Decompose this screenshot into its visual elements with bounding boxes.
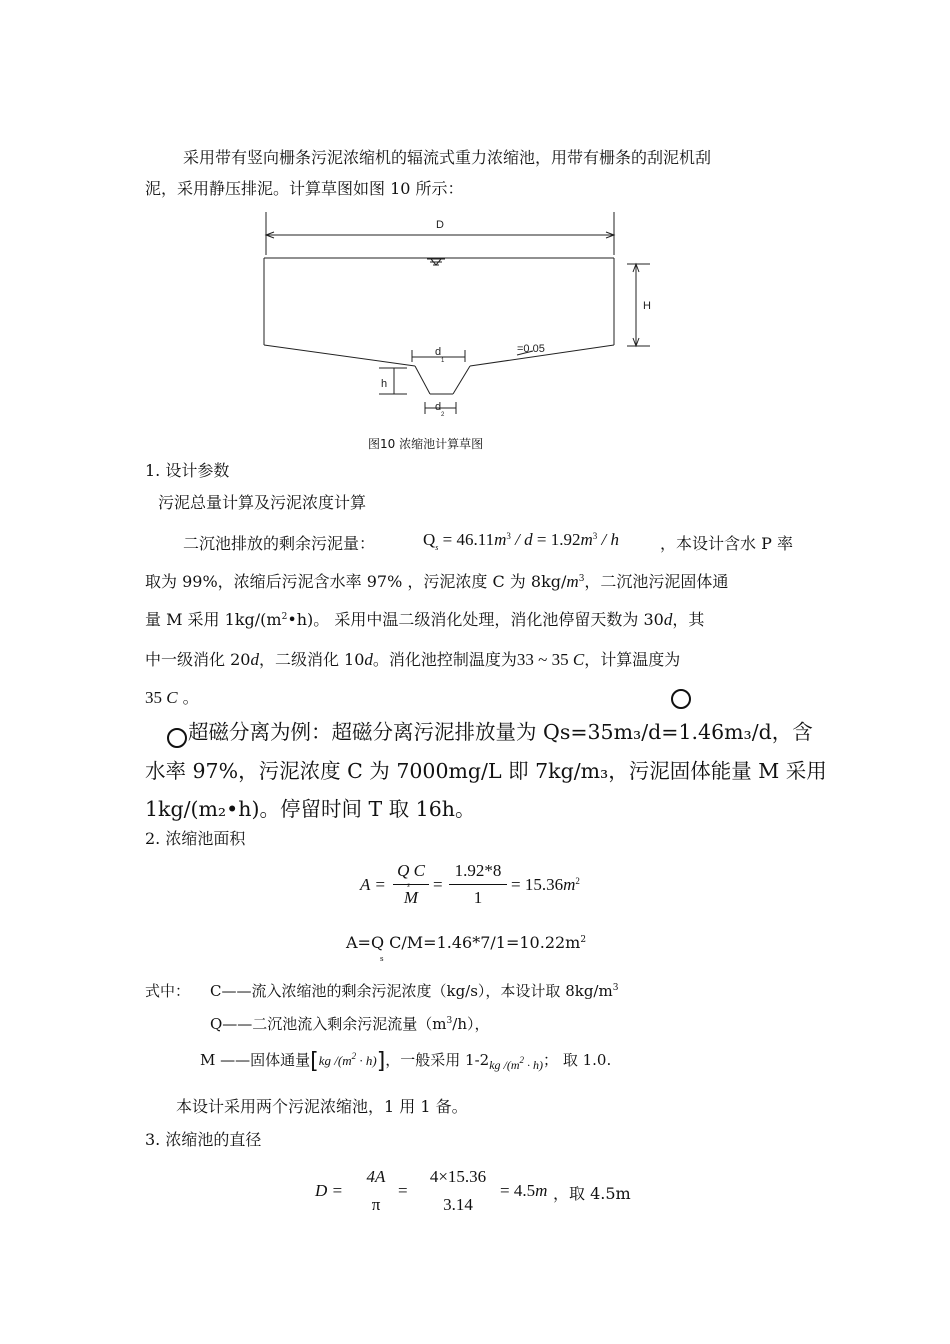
eq-A-fraction-bar [393, 884, 429, 885]
circle-mark [167, 728, 187, 748]
eq-D-denominator: π [371, 1195, 381, 1214]
eq-A-denominator-2: 1 [473, 888, 483, 907]
example-line-1: 超磁分离为例：超磁分离污泥排放量为 Qs=35m₃/d=1.46m₃/d，含 [188, 720, 813, 744]
design-note: 本设计采用两个污泥浓缩池，1 用 1 备。 [176, 1097, 468, 1116]
eq-A-equals: = [433, 875, 443, 894]
eq-A-numerator: Q C [397, 861, 425, 880]
area-equation-2: A=Q $C/M=1.46*7/1=10.22m^2$ [346, 933, 587, 952]
label-d1-sub: 1 [441, 358, 445, 364]
eq-D-post: ，取 4.5m [553, 1184, 631, 1203]
eq-A-numerator-2: 1.92*8 [454, 861, 502, 880]
where-Q: Q——二沉池流入剩余污泥流量$(m^3/h)$， [210, 1015, 490, 1033]
params-line-4: 中一级消化 20d，二级消化 10d。消化池控制温度为33 ~ 35 C，计算温度为 [145, 650, 681, 669]
params-line-1-formula: $Q_s = 46.11m^3 / d = 1.92m^3 / h$ [423, 530, 619, 552]
eq-D-equals: = [398, 1181, 408, 1200]
section2-heading: 2. 浓缩池面积 [145, 829, 246, 848]
figure-caption: 图10 浓缩池计算草图 [368, 437, 484, 451]
label-D: D [436, 219, 444, 231]
intro-line-1: 采用带有竖向栅条污泥浓缩机的辐流式重力浓缩池，用带有栅条的刮泥机刮 [183, 148, 712, 167]
eq-D-result: = 4.5m [500, 1181, 548, 1200]
thickener-sketch [255, 208, 675, 420]
eq-A-denominator: M [403, 888, 419, 907]
params-line-1-post: ，本设计含水 P 率 [660, 534, 793, 553]
hopper-right [453, 366, 470, 394]
where-C: C——流入浓缩池的剩余污泥浓度（kg/s），本设计取 $8kg/m^3$ [210, 982, 619, 1000]
label-d1: d [435, 346, 442, 358]
eq-D-numerator-2: 4×15.36 [429, 1167, 487, 1186]
section1-heading: 1. 设计参数 [145, 461, 230, 480]
tank-bottom-left [264, 345, 415, 366]
eq-D-numerator: 4A [366, 1167, 386, 1186]
label-H: H [643, 300, 651, 312]
eq-A-result: = $15.36m^2$ [511, 875, 580, 894]
eq-D-lhs: D = [315, 1181, 343, 1200]
label-d2: d [435, 401, 442, 413]
eq-A-lhs: A = [360, 875, 386, 894]
eq-D-denominator-2: 3.14 [443, 1195, 473, 1214]
where-label: 式中： [145, 982, 191, 1000]
circle-mark [671, 689, 691, 709]
label-h: h [381, 378, 388, 390]
eq-A-fraction-bar-2 [449, 884, 507, 885]
example-line-3: 1kg/(m₂•h)。停留时间 T 取 16h。 [145, 797, 476, 821]
params-line-1-pre: 二沉池排放的剩余污泥量： [183, 534, 376, 553]
area-equation-2-sub: s [380, 955, 384, 963]
section3-heading: 3. 浓缩池的直径 [145, 1130, 262, 1149]
where-M: M ——固体通量[kg $/(m^2 \cdot h)$]，一般采用 $1-2_{kg /(m^2 \cdot h)}$； 取 1.0. [200, 1049, 612, 1074]
label-slope: =0.05 [517, 343, 545, 355]
section1-subheading: 污泥总量计算及污泥浓度计算 [158, 493, 367, 512]
label-d2-sub: 2 [441, 412, 445, 418]
eq-A-num-sub: s [407, 881, 410, 889]
params-line-2: 取为 99%，浓缩后污泥含水率 97% ，污泥浓度 C 为 $8kg/m^3$，二沉池污泥固体通 [145, 572, 729, 591]
params-line-3: 量 M 采用 $1kg/(m^2•h)$。 采用中温二级消化处理，消化池停留天数为 30d，其 [145, 610, 705, 629]
params-line-5: 35 C 。 [145, 688, 199, 707]
intro-line-2: 泥，采用静压排泥。计算草图如图 10 所示： [145, 179, 464, 198]
hopper-left [415, 366, 430, 394]
example-line-2: 水率 97%，污泥浓度 C 为 7000mg/L 即 7kg/m₃，污泥固体能量 M 采用 [145, 759, 827, 783]
